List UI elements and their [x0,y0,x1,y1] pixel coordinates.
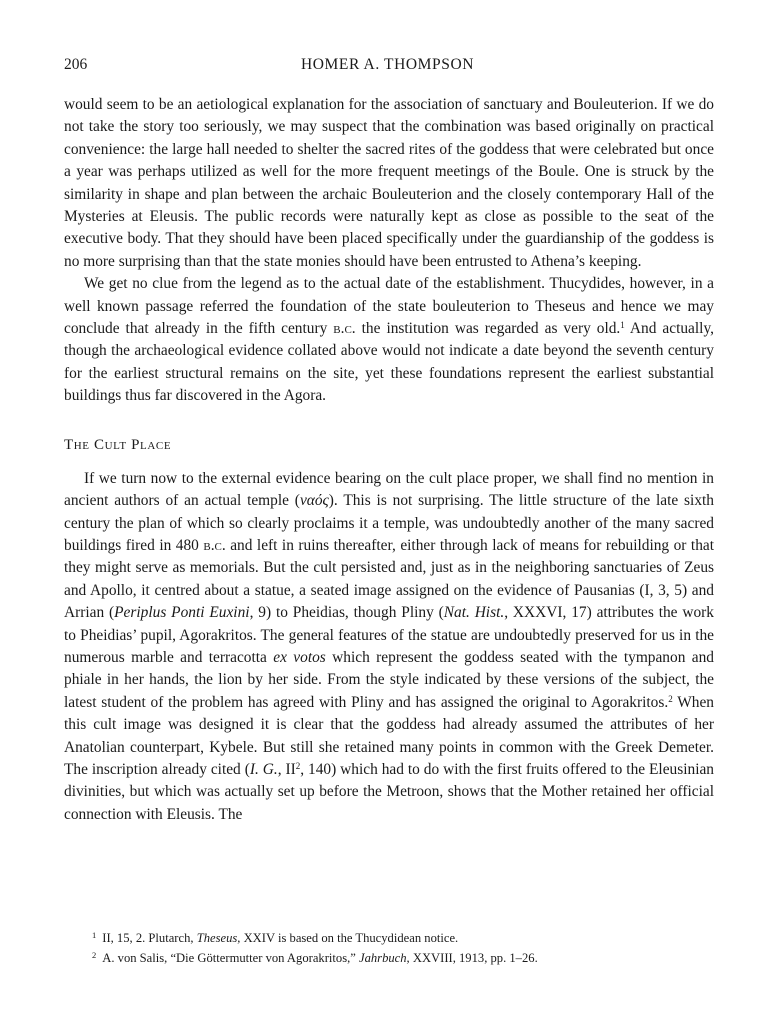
footnote-mark: 2 [92,950,97,960]
greek-term: ναός [299,492,329,510]
work-title: Theseus, [196,931,241,945]
paragraph-date [64,273,714,407]
text-run: the institution was regarded as very old. [355,320,621,338]
text-run: , 140) which had to do with the first fruits offered to the Eleusinian divinities, but which was actually set up before the Metroon, shows that the Mother retained her official connection with Eleusis. The [64,760,714,823]
text-run: , 9) to Pheidias, though Pliny ( [249,604,444,622]
text-run: XXIV is based on the Thucydidean notice. [240,931,459,945]
era-abbrev: b.c. [203,536,226,554]
footnote [92,948,712,968]
footnote [92,928,712,948]
work-title: Jahrbuch, [358,951,410,965]
page-header [64,56,711,80]
text-run: , XXXVI, 17) attributes the work to Pheidias’ pupil, Agorakritos. The general features of the statue are undoubtedly preserved for us in the numerous marble and terracotta [64,604,715,666]
paragraph-cult-place [64,468,714,827]
text-run: , II [277,760,296,778]
text-run: which represent the goddess seated with the tympanon and phiale in her hands, the lion by her side. From the style indicated by these versions of the subject, the latest student of the problem has agreed with Pliny and has assigned the original to Agorakritos. [64,648,714,711]
text-run: And actually, though the archaeological evidence collated above would not indicate a date beyond the seventh century for the earliest structural remains on the site, yet these foundations represent the earliest substantial buildings thus far discovered in the Agora. [64,320,714,405]
work-title: Periplus Ponti Euxini [114,604,250,622]
paragraph-continued: would seem to be an aetiological explanation for the association of sanctuary and Bouleuterion. If we do not take the story too seriously, we may suspect that the combination was based originally on practical convenience: the large hall needed to shelter the sacred rites of the goddess that were celebrated but once a year was perhaps utilized as well for the more frequent meetings of the Boule. One is struck by the similarity in shape and plan between the archaic Bouleuterion and the closely contemporary Hall of the Mysteries at Eleusis. The public records were naturally kept as close as possible to the seat of the executive body. That they should have been placed specifically under the guardianship of the goddess is no more surprising than that the state monies should have been entrusted to Athena’s keeping. [64,96,714,270]
footnotes [92,928,712,968]
edition-sup: 2 [295,760,301,771]
text-run: We get no clue from the legend as to the actual date of the establishment. Thucydides, however, in a well known passage referred the foundation of the state bouleuterion to Theseus and hence we may conclude that already in the fifth century [64,275,714,338]
page-number: 206 [64,56,88,73]
text-run: XXVIII, 1913, pp. 1–26. [409,951,538,965]
text-run: When this cult image was designed it is clear that the goddess had already assumed the attributes of her Anatolian counterpart, Kybele. But still she retained many points in common with the Greek Demeter. The inscription already cited ( [64,693,714,778]
text-run: and left in ruins thereafter, either through lack of means for rebuilding or that they might serve as memorials. But the cult persisted and, just as in the neighboring sanctuaries of Zeus and Apollo, it centred about a statue, a seated image assigned on the evidence of Pausanias (I, 3, 5) and Arrian ( [64,536,714,622]
footnote-ref: 1 [620,320,625,331]
text-run: ). This is not surprising. The little structure of the late sixth century the plan of which so clearly proclaims it a temple, was undoubtedly another of the many sacred buildings fired in 480 [64,492,714,554]
era-abbrev: b.c. [333,320,356,338]
running-head: HOMER A. THOMPSON [300,56,475,73]
text-run: A. von Salis, “Die Göttermutter von Agorakritos,” [102,951,359,965]
body-text [64,94,714,826]
text-run: If we turn now to the external evidence bearing on the cult place proper, we shall find no mention in ancient authors of an actual temple ( [64,469,714,510]
work-title: Nat. Hist. [443,604,505,622]
footnote-mark: 1 [92,930,97,940]
footnote-ref: 2 [668,693,673,704]
latin-term: ex votos [273,648,326,666]
section-heading: The Cult Place [64,436,172,453]
citation-abbrev: I. G. [249,760,278,778]
text-run: II, 15, 2. Plutarch, [102,931,197,945]
